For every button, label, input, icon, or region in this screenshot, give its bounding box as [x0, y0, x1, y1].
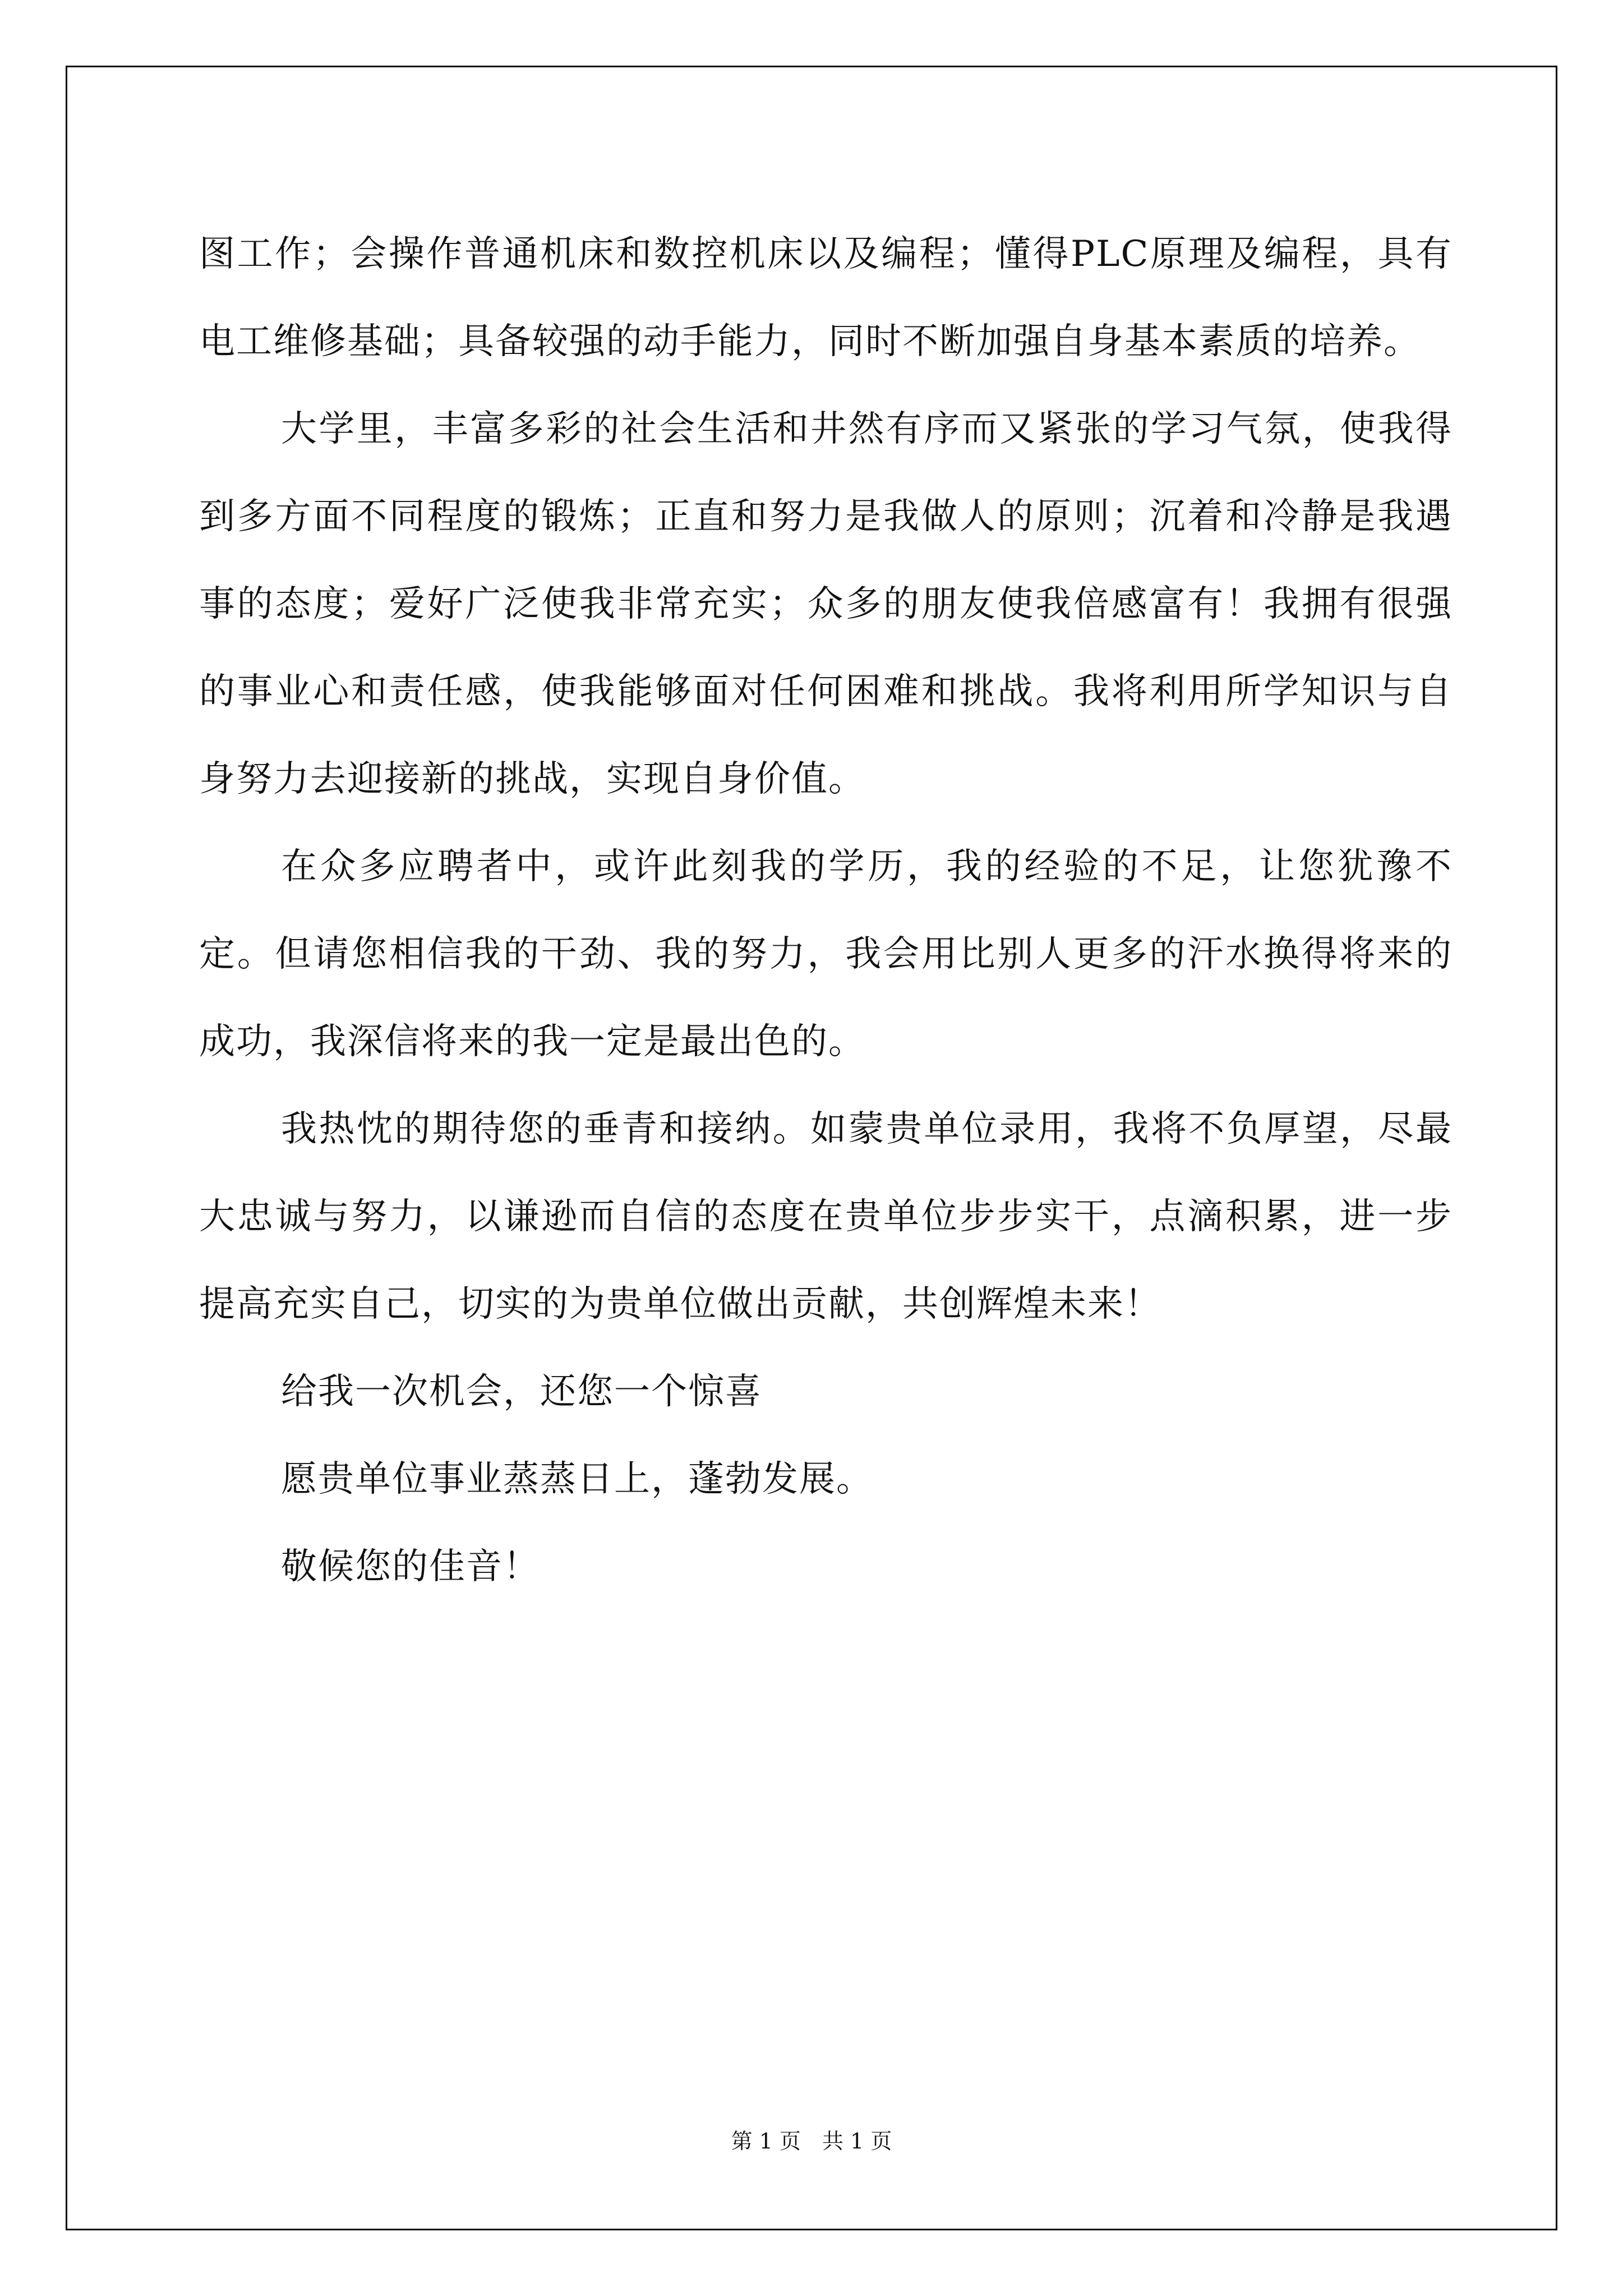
paragraph-wishes: 愿贵单位事业蒸蒸日上，蓬勃发展。 — [281, 1458, 873, 1500]
paragraph-skills-continuation: 图工作；会操作普通机床和数控机床以及编程；懂得PLC原理及编程，具有电工维修基础；具备较强的动手能力，同时不断加强自身基本素质的培养。 — [199, 233, 1453, 362]
document-body — [199, 210, 1453, 1611]
paragraph-university-life: 大学里，丰富多彩的社会生活和井然有序而又紧张的学习气氛，使我得到多方面不同程度的锻炼；正直和努力是我做人的原则；沉着和冷静是我遇事的态度；爱好广泛使我非常充实；众多的朋友使我倍感富有！我拥有很强的事业心和责任感，使我能够面对任何困难和挑战。我将利用所学知识与自身努力去迎接新的挑战，实现自身价值。 — [199, 408, 1453, 800]
paragraph-among-applicants: 在众多应聘者中，或许此刻我的学历，我的经验的不足，让您犹豫不定。但请您相信我的干劲、我的努力，我会用比别人更多的汗水换得将来的成功，我深信将来的我一定是最出色的。 — [199, 846, 1453, 1062]
page-number-footer: 第 1 页 共 1 页 — [731, 2129, 892, 2154]
paragraph-give-me-a-chance: 给我一次机会，还您一个惊喜 — [281, 1371, 762, 1412]
paragraph-closing: 敬候您的佳音！ — [281, 1546, 540, 1588]
paragraph-expectation: 我热忱的期待您的垂青和接纳。如蒙贵单位录用，我将不负厚望，尽最大忠诚与努力，以谦逊而自信的态度在贵单位步步实干，点滴积累，进一步提高充实自己，切实的为贵单位做出贡献，共创辉煌未来！ — [199, 1108, 1453, 1325]
